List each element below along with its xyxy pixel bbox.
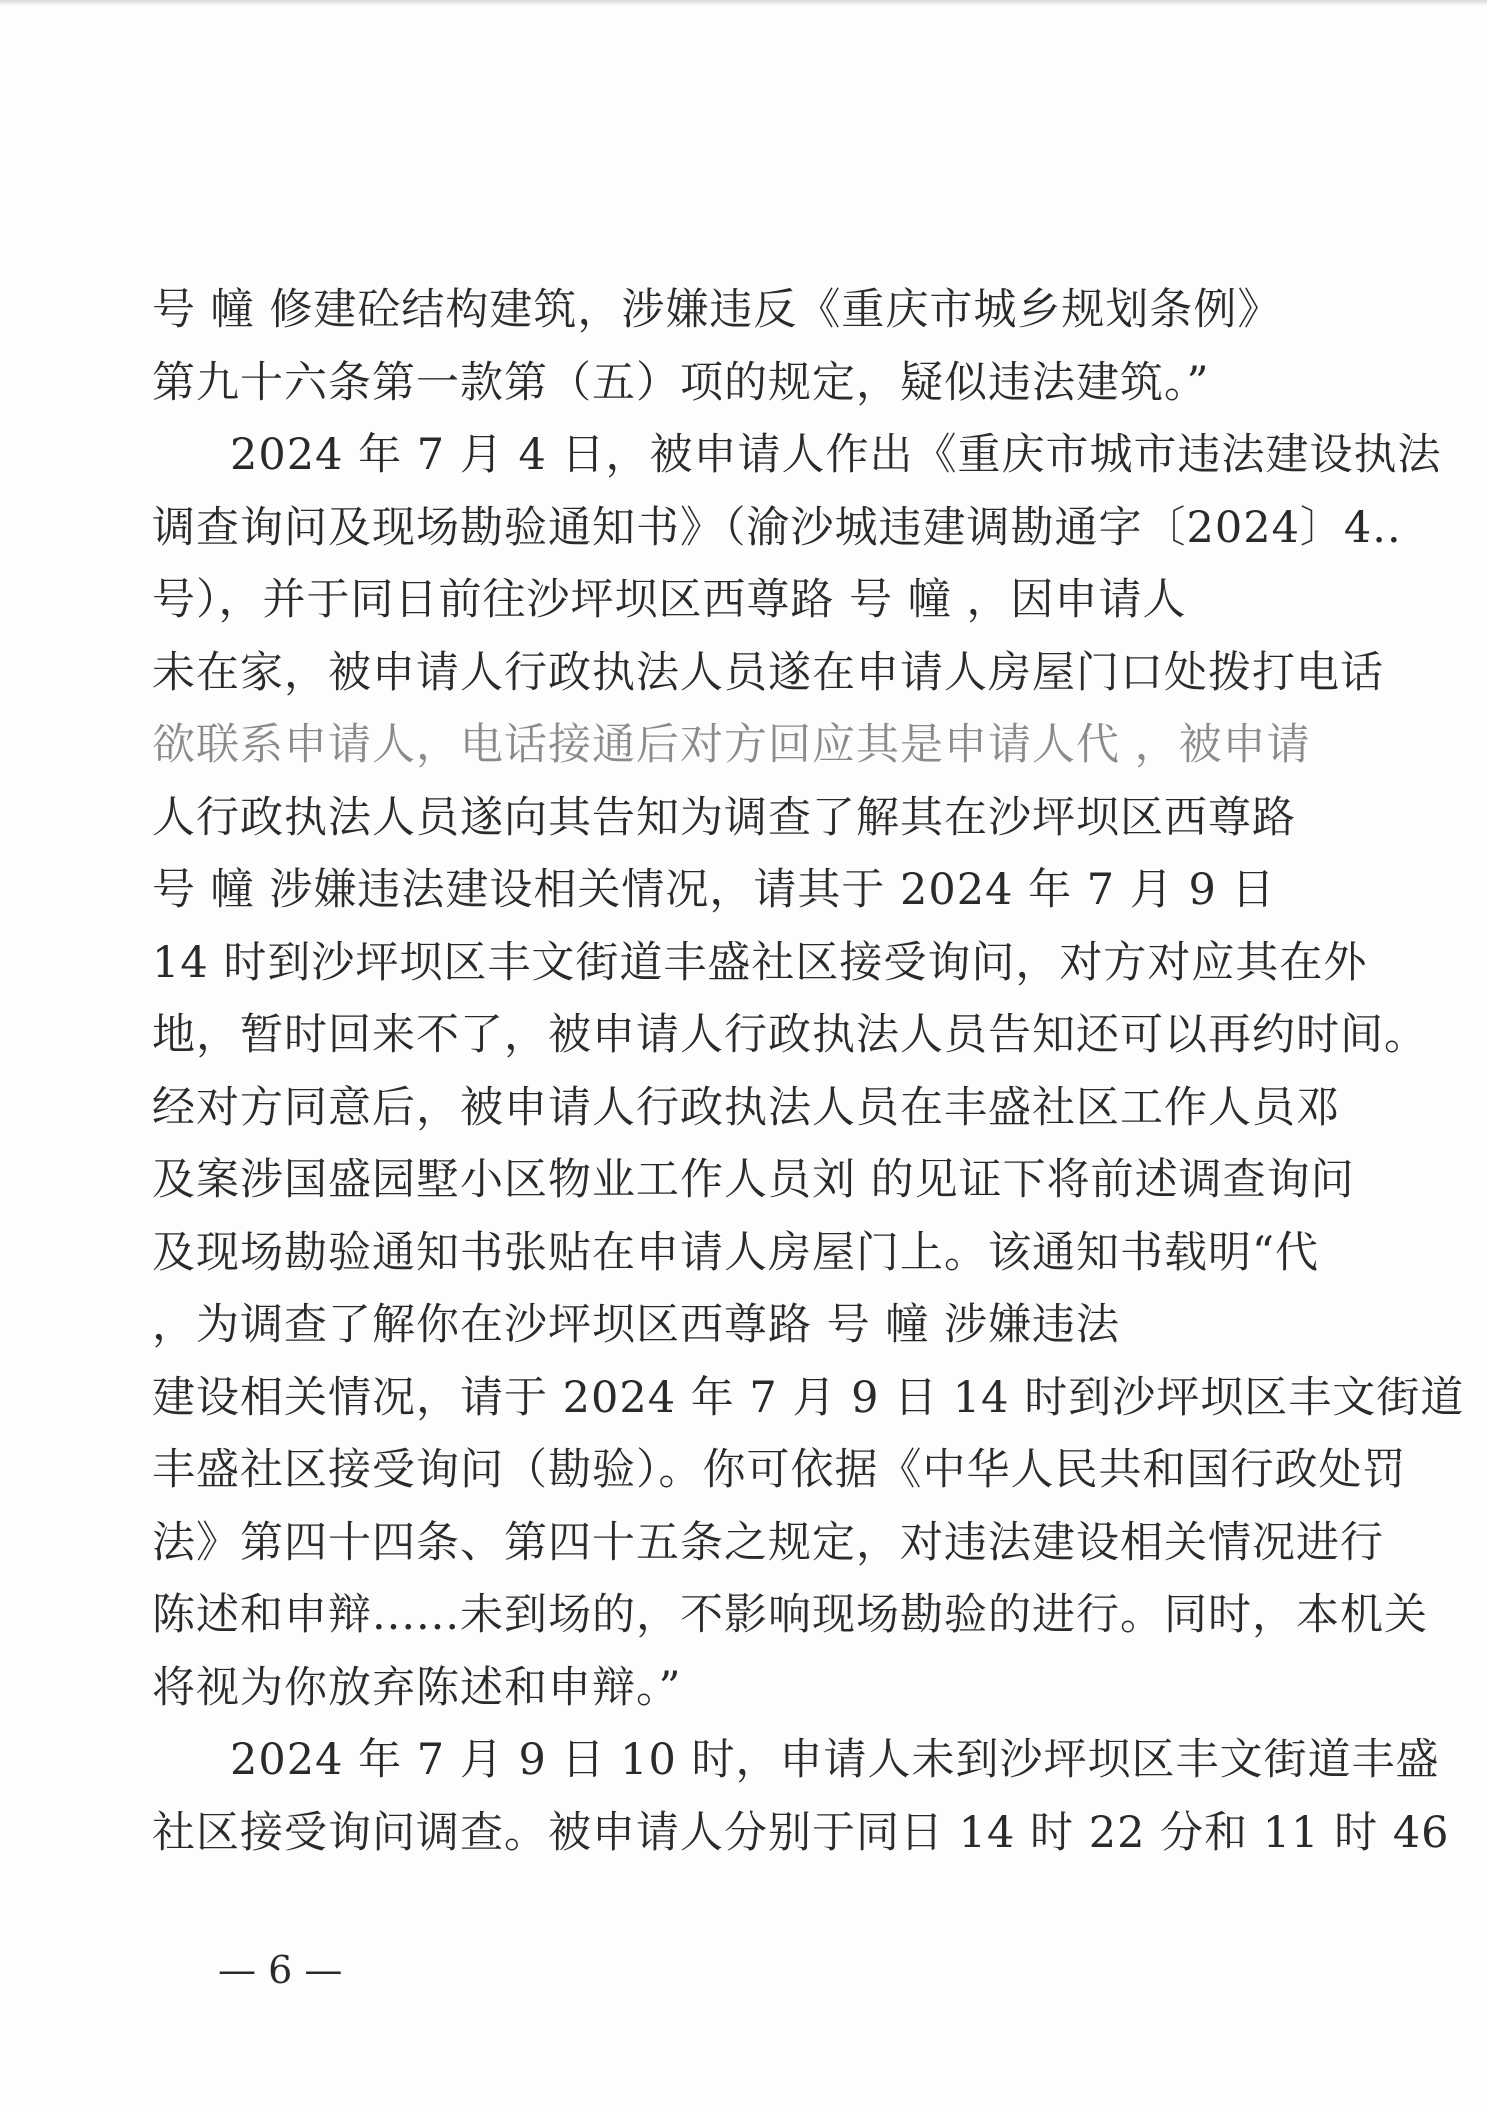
text-line: 及现场勘验通知书张贴在申请人房屋门上。该通知书载明“代	[152, 1227, 1319, 1278]
text-line: 号），并于同日前往沙坪坝区西尊路 号 幢 ，因申请人	[152, 575, 1187, 625]
page-number: — 6 —	[218, 1948, 343, 1992]
text-line: 丰盛社区接受询问（勘验）。你可依据《中华人民共和国行政处罚	[152, 1445, 1407, 1495]
body-text	[152, 274, 1465, 1869]
text-line: 法》第四十四条、第四十五条之规定，对违法建设相关情况进行	[152, 1517, 1384, 1568]
text-line: 建设相关情况，请于 2024 年 7 月 9 日 14 时到沙坪坝区丰文街道	[152, 1372, 1465, 1423]
text-line: 欲联系申请人，电话接通后对方回应其是申请人代 ，被申请	[152, 720, 1311, 770]
text-line: 社区接受询问调查。被申请人分别于同日 14 时 22 分和 11 时 46	[152, 1807, 1450, 1858]
scan-edge	[0, 0, 1487, 6]
text-line: 号 幢 涉嫌违法建设相关情况，请其于 2024 年 7 月 9 日	[152, 865, 1276, 915]
text-line: 人行政执法人员遂向其告知为调查了解其在沙坪坝区西尊路	[152, 792, 1296, 843]
text-line: 经对方同意后，被申请人行政执法人员在丰盛社区工作人员邓	[152, 1082, 1340, 1133]
text-line: 号 幢 修建砼结构建筑，涉嫌违反《重庆市城乡规划条例》	[152, 285, 1282, 335]
text-line: ，为调查了解你在沙坪坝区西尊路 号 幢 涉嫌违法	[152, 1300, 1121, 1350]
text-line: 及案涉国盛园墅小区物业工作人员刘 的见证下将前述调查询问	[152, 1155, 1355, 1205]
text-line: 未在家，被申请人行政执法人员遂在申请人房屋门口处拨打电话	[152, 647, 1384, 698]
text-line: 陈述和申辩......未到场的，不影响现场勘验的进行。同时，本机关	[152, 1590, 1429, 1640]
text-line: 第九十六条第一款第（五）项的规定，疑似违法建筑。”	[152, 357, 1210, 408]
text-line: 2024 年 7 月 9 日 10 时，申请人未到沙坪坝区丰文街道丰盛	[230, 1735, 1440, 1785]
text-line: 14 时到沙坪坝区丰文街道丰盛社区接受询问，对方对应其在外	[152, 937, 1368, 988]
text-line: 2024 年 7 月 4 日，被申请人作出《重庆市城市违法建设执法	[230, 430, 1442, 480]
text-line: 将视为你放弃陈述和申辩。”	[152, 1662, 682, 1713]
text-line: 调查询问及现场勘验通知书》（渝沙城违建调勘通字〔2024〕4..	[152, 502, 1402, 553]
text-line: 地，暂时回来不了，被申请人行政执法人员告知还可以再约时间。	[152, 1010, 1428, 1060]
